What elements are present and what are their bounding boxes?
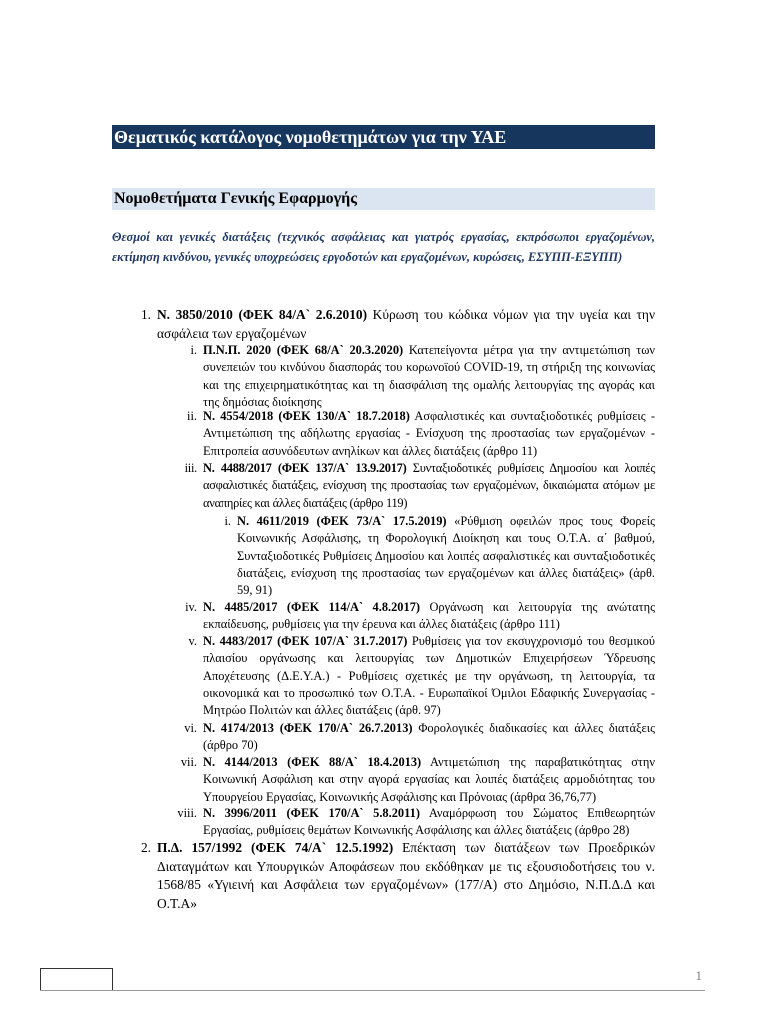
law-subitem xyxy=(180,754,655,806)
list-number: 1. xyxy=(140,307,151,322)
law-item xyxy=(140,839,655,913)
law-subitem xyxy=(184,460,655,512)
law-subitem xyxy=(177,805,655,840)
law-description: Αναμόρφωση του Σώματος Επιθεωρητών Εργασίας, ρυθμίσεις θεμάτων Κοινωνικής Ασφάλισης και άλλες διατάξεις (άρθρο 28) xyxy=(203,806,655,838)
section-title: Νομοθετήματα Γενικής Εφαρμογής xyxy=(112,188,655,210)
list-number: ii. xyxy=(187,409,197,423)
list-number: iii. xyxy=(184,461,197,475)
law-reference: Ν. 4174/2013 (ΦΕΚ 170/Α` 26.7.2013) xyxy=(203,721,413,735)
law-description: Συνταξιοδοτικές ρυθμίσεις Δημοσίου και λοιπές ασφαλιστικές διατάξεις, ενίσχυση της προστασίας των εργαζομένων, δικαιώματα ατόμων με αναπηρίες και άλλες διατάξεις (άρθρο 119) xyxy=(203,461,655,510)
list-number: i. xyxy=(224,514,231,528)
law-description: Κύρωση του κώδικα νόμων για την υγεία και την ασφάλεια των εργαζομένων xyxy=(157,307,655,341)
law-reference: Ν. 4144/2013 (ΦΕΚ 88/Α` 18.4.2013) xyxy=(203,755,422,769)
document-title: Θεματικός κατάλογος νομοθετημάτων για την ΥΑΕ xyxy=(112,125,655,149)
law-reference: Ν. 4554/2018 (ΦΕΚ 130/Α` 18.7.2018) xyxy=(203,409,410,423)
law-subitem xyxy=(187,408,655,460)
law-description: Ασφαλιστικές και συνταξιοδοτικές ρυθμίσεις - Αντιμετώπιση της αδήλωτης εργασίας - Ενίσχυση της προστασίας των εργαζομένων - Επιτροπεία ασυνόδευτων ανηλίκων και άλλες διατάξεις (άρθρο 11) xyxy=(203,409,655,458)
law-reference: Ν. 4485/2017 (ΦΕΚ 114/Α` 4.8.2017) xyxy=(203,600,421,614)
law-description: Οργάνωση και λειτουργία της ανώτατης εκπαίδευσης, ρυθμίσεις για την έρευνα και άλλες διατάξεις (άρθρο 111) xyxy=(203,600,655,632)
law-description: Ρυθμίσεις για τον εκσυγχρονισμό του θεσμικού πλαισίου οργάνωσης και λειτουργίας των Δημοτικών Επιχειρήσεων Ύδρευσης Αποχέτευσης (Δ.Ε.Υ.Α.) - Ρυθμίσεις σχετικές με την οργάνωση, τη λειτουργία, τα οικονομικά και το προσωπικό των Ο.Τ.Α. - Ευρωπαϊκοί Όμιλοι Εδαφικής Συνεργασίας - Μητρώο Πολιτών και άλλες διατάξεις (άρθ. 97) xyxy=(203,634,655,718)
law-reference: Π.Ν.Π. 2020 (ΦΕΚ 68/Α` 20.3.2020) xyxy=(203,343,404,357)
section-intro xyxy=(112,228,655,267)
law-reference: Ν. 4611/2019 (ΦΕΚ 73/Α` 17.5.2019) xyxy=(237,514,447,528)
section-intro-text: Θεσμοί και γενικές διατάξεις (τεχνικός ασφάλειας και γιατρός εργασίας, εκπρόσωποι εργαζομένων, εκτίμηση κινδύνου, γενικές υποχρεώσεις εργοδοτών και εργαζομένων, κυρώσεις, ΕΣΥΠΠ-ΕΞΥΠΠ) xyxy=(112,230,655,264)
list-number: v. xyxy=(188,634,197,648)
law-item xyxy=(140,306,655,343)
corner-crop-mark xyxy=(40,968,112,969)
law-description: «Ρύθμιση οφειλών προς τους Φορείς Κοινωνικής Ασφάλισης, τη Φορολογική Διοίκηση και τους Ο.Τ.Α. α΄ βαθμού, Συνταξιοδοτικές Ρυθμίσεις Δημοσίου και λοιπές ασφαλιστικές και συνταξιοδοτικές διατάξεις, ενίσχυση της προστασίας των εργαζομένων και άλλες διατάξεις» (άρθ. 59, 91) xyxy=(237,514,655,598)
law-subsubitem xyxy=(224,513,655,599)
law-subitem xyxy=(188,633,655,719)
law-reference: Ν. 3996/2011 (ΦΕΚ 170/Α` 5.8.2011) xyxy=(203,806,420,820)
list-number: viii. xyxy=(177,806,197,820)
law-description: Επέκταση των διατάξεων των Προεδρικών Διαταγμάτων και Υπουργικών Αποφάσεων που εκδόθηκαν με τις εξουσιοδοτήσεις του ν. 1568/85 «Υγιεινή και Ασφάλεια των εργαζομένων» (177/Α) στο Δημόσιο, Ν.Π.Δ.Δ και Ο.Τ.Α» xyxy=(157,840,655,911)
law-subitem xyxy=(185,599,655,634)
corner-crop-mark xyxy=(40,968,41,990)
law-reference: Π.Δ. 157/1992 (ΦΕΚ 74/Α` 12.5.1992) xyxy=(157,840,394,855)
law-reference: Ν. 4488/2017 (ΦΕΚ 137/Α` 13.9.2017) xyxy=(203,461,407,475)
list-number: 2. xyxy=(140,840,151,855)
law-description: Κατεπείγοντα μέτρα για την αντιμετώπιση των συνεπειών του κινδύνου διασποράς του κορωνοϊού COVID-19, τη στήριξη της κοινωνίας και της επιχειρηματικότητας και τη διασφάλιση της ομαλής λειτουργίας της αγοράς και της δημόσιας διοίκησης xyxy=(203,343,655,409)
law-description: Αντιμετώπιση της παραβατικότητας στην Κοινωνική Ασφάλιση και στην αγορά εργασίας και λοιπές διατάξεις αρμοδιότητας του Υπουργείου Εργασίας, Κοινωνικής Ασφάλισης και Πρόνοιας (άρθρα 36,76,77) xyxy=(203,755,655,804)
corner-crop-mark xyxy=(112,968,113,990)
law-reference: Ν. 3850/2010 (ΦΕΚ 84/Α` 2.6.2010) xyxy=(157,307,368,322)
law-reference: Ν. 4483/2017 (ΦΕΚ 107/Α` 31.7.2017) xyxy=(203,634,408,648)
list-number: vii. xyxy=(180,755,197,769)
list-number: iv. xyxy=(185,600,197,614)
list-number: i. xyxy=(190,343,197,357)
page-number: 1 xyxy=(695,968,702,983)
footer-divider xyxy=(40,990,705,991)
law-subitem xyxy=(184,720,655,755)
law-description: Φορολογικές διαδικασίες και άλλες διατάξεις (άρθρο 70) xyxy=(203,721,655,753)
law-subitem xyxy=(190,342,655,411)
list-number: vi. xyxy=(184,721,197,735)
